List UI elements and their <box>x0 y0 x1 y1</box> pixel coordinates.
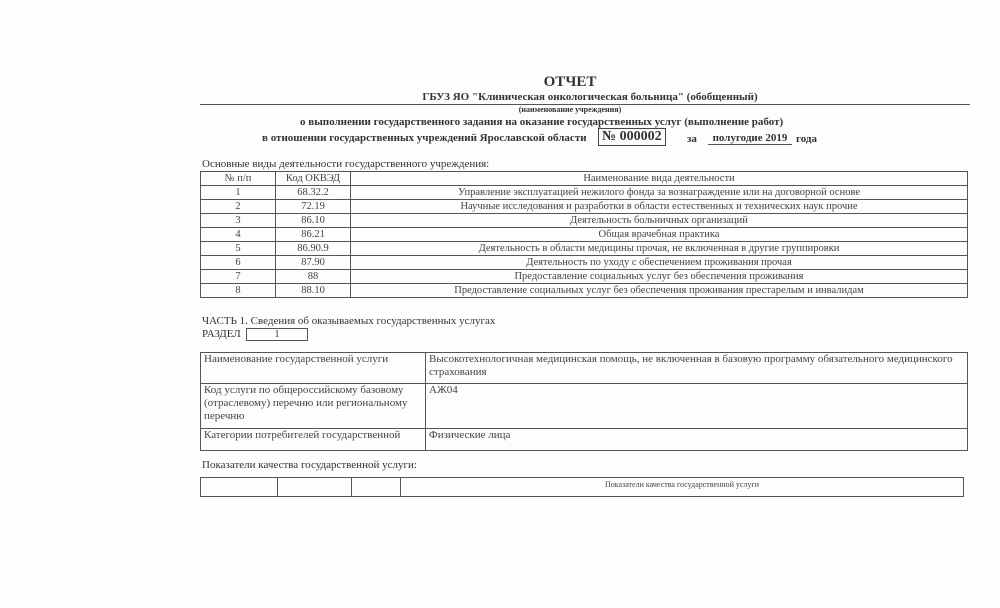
year-label: года <box>796 133 817 145</box>
table-row: 4 86.21 Общая врачебная практика <box>201 228 968 242</box>
service-table <box>200 352 968 451</box>
report-subtitle: о выполнении государственного задания на оказание государственных услуг (выполнение работ) <box>300 116 784 128</box>
report-number: № 000002 <box>598 128 666 146</box>
table-row: Категории потребителей государственной Физические лица <box>201 429 968 451</box>
section-label: РАЗДЕЛ <box>202 328 241 340</box>
table-row: 3 86.10 Деятельность больничных организаций <box>201 214 968 228</box>
table-row: 6 87.90 Деятельность по уходу с обеспечением проживания прочая <box>201 256 968 270</box>
activities-caption: Основные виды деятельности государственного учреждения: <box>202 158 490 170</box>
table-row: Наименование государственной услуги Высокотехнологичная медицинская помощь, не включенная в базовую программу обязательного медицинского страхования <box>201 353 968 384</box>
report-period: полугодие 2019 <box>708 132 792 145</box>
table-row: 8 88.10 Предоставление социальных услуг без обеспечения проживания престарелым и инвалидам <box>201 284 968 298</box>
quality-caption: Показатели качества государственной услуги: <box>202 459 417 471</box>
report-subtitle-2: в отношении государственных учреждений Ярославской области <box>262 132 587 144</box>
table-row: 1 68.32.2 Управление эксплуатацией нежилого фонда за вознаграждение или на договорной основе <box>201 186 968 200</box>
table-header: № п/п Код ОКВЭД Наименование вида деятельности <box>201 172 968 186</box>
table-row: 5 86.90.9 Деятельность в области медицины прочая, не включенная в другие группировки <box>201 242 968 256</box>
quality-header: Показатели качества государственной услуги <box>401 478 964 497</box>
org-name: ГБУЗ ЯО "Клиническая онкологическая больница" (обобщенный) <box>422 91 758 103</box>
org-caption: (наименование учреждения) <box>518 105 622 114</box>
part1-title: ЧАСТЬ 1. Сведения об оказываемых государственных услугах <box>202 315 496 327</box>
activities-table <box>200 171 968 298</box>
table-row: Код услуги по общероссийскому базовому (отраслевому) перечню или региональному перечню АЖ04 <box>201 384 968 429</box>
za-label: за <box>687 133 697 145</box>
table-row: 2 72.19 Научные исследования и разработки в области естественных и технических наук прочие <box>201 200 968 214</box>
quality-table <box>200 477 964 497</box>
report-title: ОТЧЕТ <box>543 74 597 90</box>
section-number: 1 <box>246 328 308 341</box>
table-row: 7 88 Предоставление социальных услуг без обеспечения проживания <box>201 270 968 284</box>
